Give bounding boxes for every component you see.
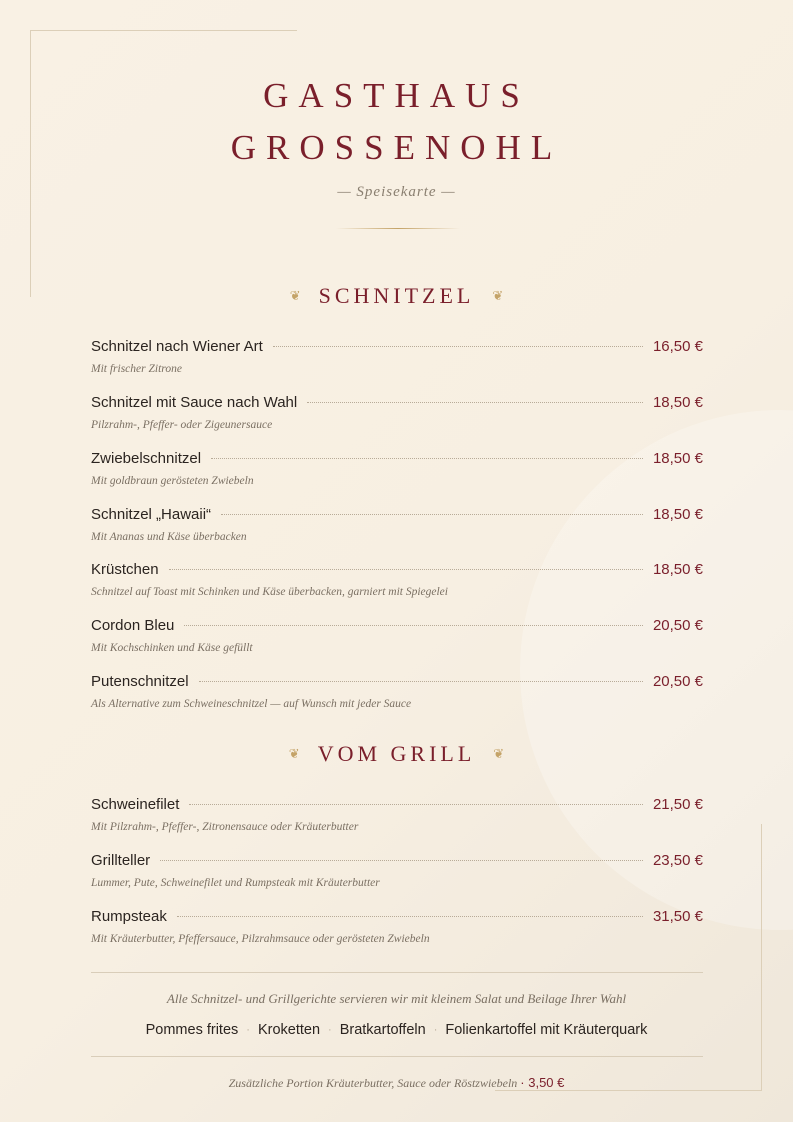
- side-dish: Pommes frites: [145, 1022, 239, 1038]
- item-price: 20,50 €: [652, 617, 703, 634]
- menu-item: [91, 338, 703, 375]
- menu-item: [91, 673, 703, 710]
- footer-divider: [91, 972, 703, 973]
- dot-leader: [199, 681, 643, 682]
- item-description: Mit Kochschinken und Käse gefüllt: [91, 642, 253, 654]
- item-description: Mit goldbraun gerösteten Zwiebeln: [91, 475, 254, 487]
- item-price: 18,50 €: [652, 450, 703, 467]
- item-price: 18,50 €: [652, 394, 703, 411]
- item-price: 21,50 €: [652, 796, 703, 813]
- item-price: 18,50 €: [652, 506, 703, 523]
- section-title: VOM GRILL: [317, 741, 476, 766]
- leaf-ornament-icon: ❦: [493, 746, 505, 761]
- item-name: Schnitzel mit Sauce nach Wahl: [91, 394, 298, 411]
- item-name: Cordon Bleu: [91, 617, 175, 634]
- leaf-ornament-icon: ❦: [492, 288, 504, 303]
- item-name: Grillteller: [91, 852, 151, 869]
- dot-leader: [177, 916, 643, 917]
- item-name: Schweinefilet: [91, 796, 180, 813]
- extra-price: · 3,50 €: [520, 1075, 565, 1090]
- side-dish: Folienkartoffel mit Kräuterquark: [445, 1022, 648, 1038]
- section-heading-schnitzel: [0, 283, 793, 309]
- item-name: Schnitzel nach Wiener Art: [91, 338, 263, 355]
- item-name: Zwiebelschnitzel: [91, 450, 202, 467]
- dot-leader: [169, 569, 643, 570]
- menu-item: [91, 394, 703, 431]
- side-dish: Kroketten: [257, 1022, 321, 1038]
- dot-leader: [273, 346, 643, 347]
- item-description: Als Alternative zum Schweineschnitzel — auf Wunsch mit jeder Sauce: [91, 698, 412, 710]
- title-divider: [336, 228, 460, 229]
- separator: ·: [328, 1024, 332, 1036]
- item-price: 18,50 €: [652, 561, 703, 578]
- item-price: 23,50 €: [652, 852, 703, 869]
- menu-item: [91, 852, 703, 889]
- item-name: Putenschnitzel: [91, 673, 189, 690]
- item-description: Mit frischer Zitrone: [91, 363, 182, 375]
- dot-leader: [184, 625, 643, 626]
- item-description: Schnitzel auf Toast mit Schinken und Käse überbacken, garniert mit Spiegelei: [91, 586, 448, 598]
- item-name: Krüstchen: [91, 561, 159, 578]
- menu-item: [91, 561, 703, 598]
- menu-item: [91, 450, 703, 487]
- item-name: Rumpsteak: [91, 908, 167, 925]
- leaf-ornament-icon: ❦: [288, 746, 300, 761]
- item-name: Schnitzel „Hawaii“: [91, 506, 212, 523]
- item-price: 20,50 €: [652, 673, 703, 690]
- separator: ·: [246, 1024, 250, 1036]
- item-description: Mit Ananas und Käse überbacken: [91, 531, 247, 543]
- dot-leader: [160, 860, 643, 861]
- footer-divider: [91, 1056, 703, 1057]
- section-heading-grill: [0, 741, 793, 767]
- extra-portion: [0, 1075, 793, 1091]
- menu-subtitle: — Speisekarte —: [337, 184, 456, 200]
- restaurant-name-line1: GASTHAUS: [263, 76, 530, 115]
- item-price: 16,50 €: [652, 338, 703, 355]
- menu-item: [91, 908, 703, 945]
- dot-leader: [221, 514, 643, 515]
- menu-item: [91, 506, 703, 543]
- side-dish-list: [0, 1022, 793, 1038]
- leaf-ornament-icon: ❦: [289, 288, 301, 303]
- item-description: Lummer, Pute, Schweinefilet und Rumpsteak mit Kräuterbutter: [91, 877, 380, 889]
- item-description: Mit Kräuterbutter, Pfeffersauce, Pilzrahmsauce oder gerösteten Zwiebeln: [91, 933, 430, 945]
- separator: ·: [433, 1024, 438, 1036]
- menu-item: [91, 796, 703, 833]
- dot-leader: [211, 458, 643, 459]
- item-price: 31,50 €: [652, 908, 703, 925]
- section-title: SCHNITZEL: [318, 283, 475, 308]
- item-description: Mit Pilzrahm-, Pfeffer-, Zitronensauce oder Kräuterbutter: [91, 821, 359, 833]
- item-description: Pilzrahm-, Pfeffer- oder Zigeunersauce: [91, 419, 273, 431]
- extra-text: Zusätzliche Portion Kräuterbutter, Sauce oder Röstzwiebeln: [228, 1076, 518, 1090]
- dot-leader: [189, 804, 643, 805]
- side-dish-note: Alle Schnitzel- und Grillgerichte servieren wir mit kleinem Salat und Beilage Ihrer Wahl: [166, 991, 627, 1006]
- menu-item: [91, 617, 703, 654]
- restaurant-name-line2: GROSSENOHL: [230, 128, 563, 167]
- side-dish: Bratkartoffeln: [339, 1022, 426, 1038]
- dot-leader: [307, 402, 643, 403]
